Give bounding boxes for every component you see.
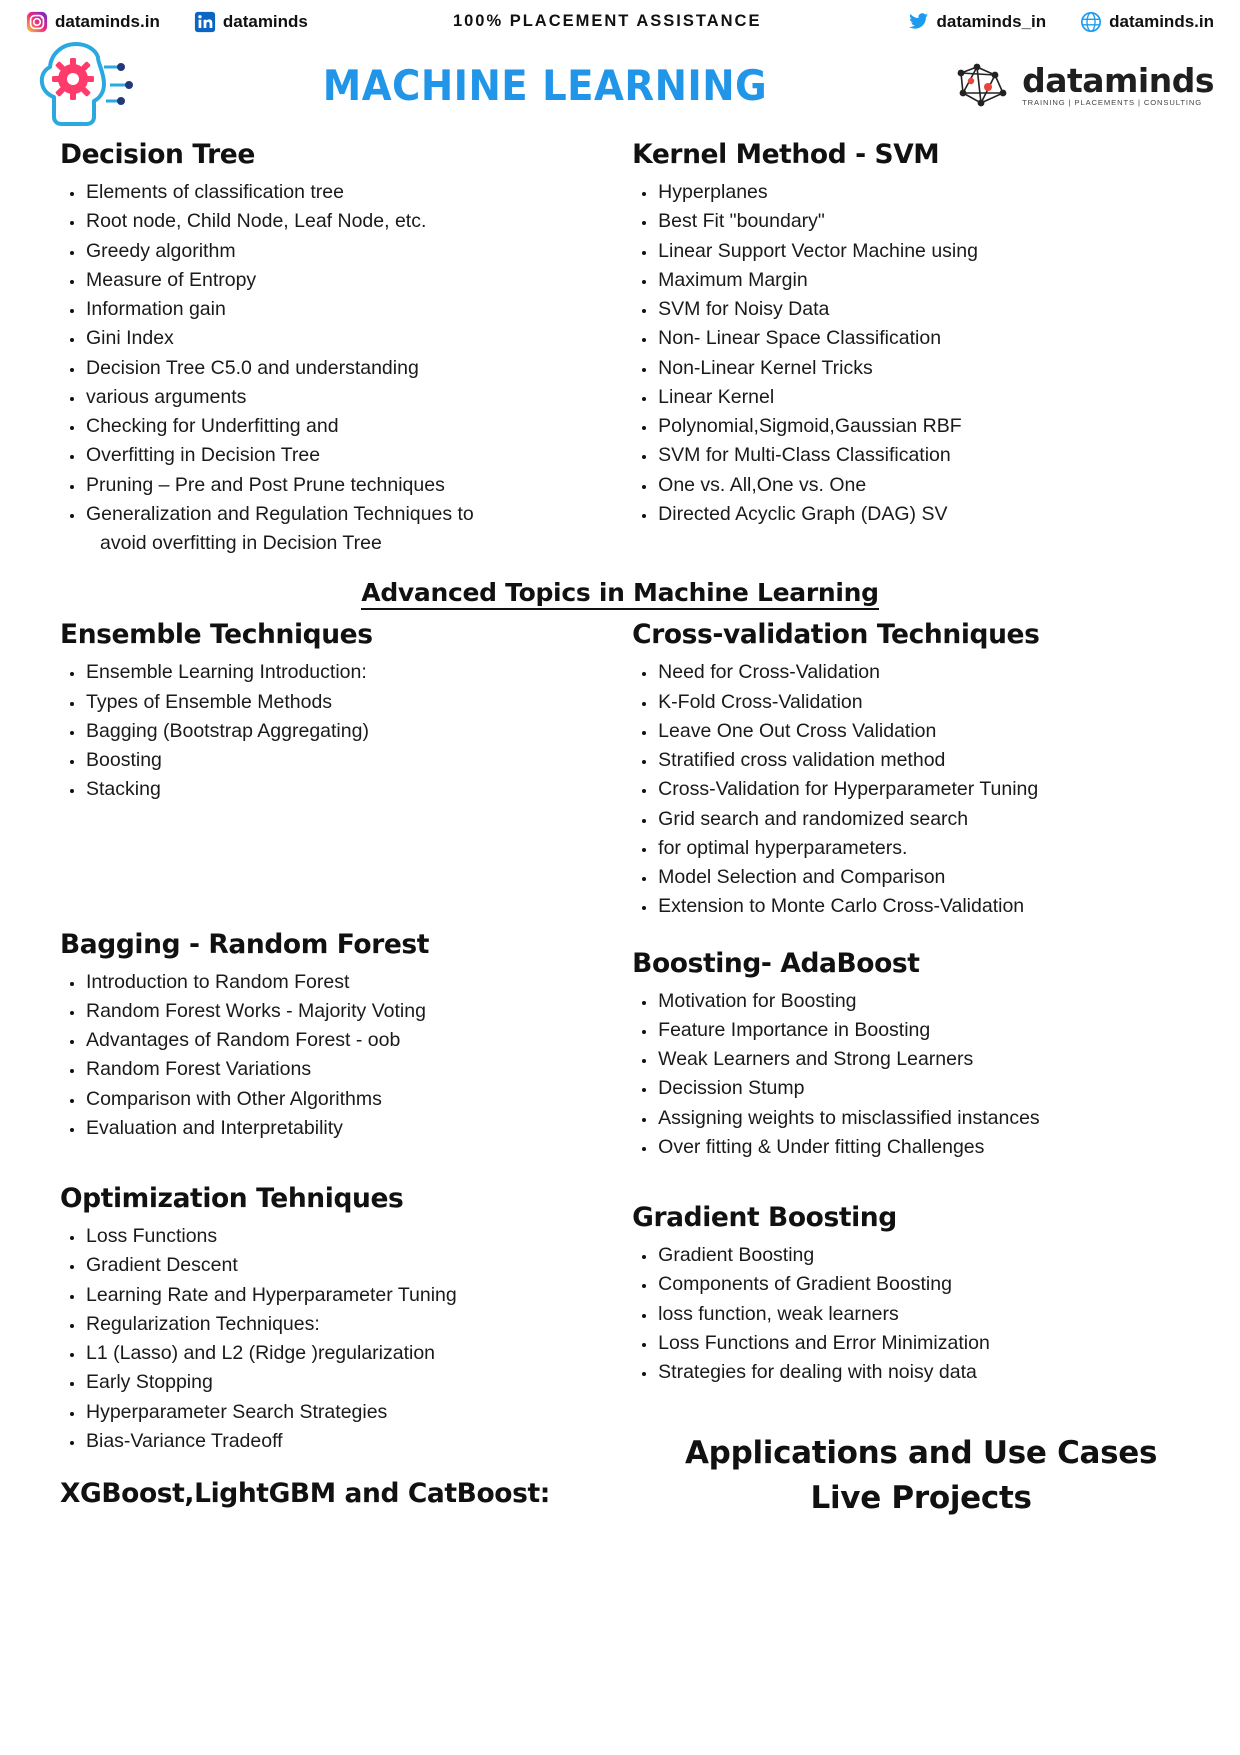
section-heading-ensemble: Ensemble Techniques <box>60 619 373 651</box>
layout-spacer <box>60 811 620 929</box>
brand-name: dataminds <box>1022 60 1214 100</box>
column-right-bottom <box>620 619 1210 1521</box>
column-left-bottom <box>30 619 620 1521</box>
list-item: loss function, weak learners <box>632 1300 1210 1329</box>
brand-tagline: TRAINING | PLACEMENTS | CONSULTING <box>1022 97 1203 107</box>
list-item: Polynomial,Sigmoid,Gaussian RBF <box>632 412 1210 441</box>
list-item: Measure of Entropy <box>60 266 620 295</box>
top-two-columns <box>30 139 1210 564</box>
list-optimization <box>60 1222 620 1456</box>
list-item: Root node, Child Node, Leaf Node, etc. <box>60 207 620 236</box>
list-item: Boosting <box>60 746 620 775</box>
section-gradient-boosting <box>632 1202 1210 1387</box>
placement-assistance-text: 100% PLACEMENT ASSISTANCE <box>452 12 762 30</box>
applications-line-1: Applications and Use Cases <box>684 1435 1158 1472</box>
list-item: Comparison with Other Algorithms <box>60 1085 620 1114</box>
list-cross-validation <box>632 658 1210 921</box>
list-item: for optimal hyperparameters. <box>632 834 1210 863</box>
list-item: Ensemble Learning Introduction: <box>60 658 620 687</box>
list-item: Hyperparameter Search Strategies <box>60 1398 620 1427</box>
section-heading-gradient-boosting: Gradient Boosting <box>632 1202 897 1233</box>
list-item: Pruning – Pre and Post Prune techniques <box>60 471 620 500</box>
twitter-handle[interactable] <box>907 10 1047 33</box>
column-right-top <box>620 139 1210 564</box>
list-item: Information gain <box>60 295 620 324</box>
page-header <box>0 37 1240 133</box>
advanced-topics-label: Advanced Topics in Machine Learning <box>361 578 878 610</box>
section-bagging <box>60 929 620 1144</box>
section-ensemble <box>60 619 620 804</box>
linkedin-handle-label: dataminds <box>222 11 308 31</box>
section-heading-boosting-adaboost: Boosting- AdaBoost <box>632 947 920 979</box>
list-item: Maximum Margin <box>632 266 1210 295</box>
list-item: Decision Tree C5.0 and understanding <box>60 354 620 383</box>
list-item: various arguments <box>60 383 620 412</box>
list-item: Introduction to Random Forest <box>60 968 620 997</box>
list-item-continuation: avoid overfitting in Decision Tree <box>100 532 382 554</box>
list-boosting-adaboost <box>632 987 1210 1163</box>
section-decision-tree <box>60 139 620 558</box>
list-item: Non-Linear Kernel Tricks <box>632 354 1210 383</box>
list-item: Early Stopping <box>60 1368 620 1397</box>
list-item: Learning Rate and Hyperparameter Tuning <box>60 1281 620 1310</box>
list-item: Random Forest Works - Majority Voting <box>60 997 620 1026</box>
list-item: Types of Ensemble Methods <box>60 688 620 717</box>
section-kernel-method <box>632 139 1210 529</box>
list-item: Stacking <box>60 775 620 804</box>
applications-line-2: Live Projects <box>810 1480 1032 1517</box>
list-item: Over fitting & Under fitting Challenges <box>632 1133 1210 1162</box>
list-item: Model Selection and Comparison <box>632 863 1210 892</box>
globe-icon <box>1080 11 1102 33</box>
section-heading-xgboost: XGBoost,LightGBM and CatBoost: <box>60 1478 550 1509</box>
linkedin-icon <box>194 11 216 33</box>
list-item: K-Fold Cross-Validation <box>632 688 1210 717</box>
list-item: Evaluation and Interpretability <box>60 1114 620 1143</box>
list-item: Decission Stump <box>632 1074 1210 1103</box>
brain-gear-logo <box>26 39 146 131</box>
list-item: SVM for Noisy Data <box>632 295 1210 324</box>
layout-spacer <box>60 1149 620 1183</box>
list-item: Greedy algorithm <box>60 237 620 266</box>
list-item: Loss Functions and Error Minimization <box>632 1329 1210 1358</box>
list-item: Linear Support Vector Machine using <box>632 237 1210 266</box>
advanced-topics-banner <box>30 578 1210 607</box>
list-item: Gradient Descent <box>60 1251 620 1280</box>
list-item: Best Fit "boundary" <box>632 207 1210 236</box>
instagram-icon <box>26 11 48 33</box>
list-item: Elements of classification tree <box>60 178 620 207</box>
list-item: Loss Functions <box>60 1222 620 1251</box>
list-item: Gradient Boosting <box>632 1241 1210 1270</box>
list-item: Gini Index <box>60 324 620 353</box>
list-item: Regularization Techniques: <box>60 1310 620 1339</box>
list-item: L1 (Lasso) and L2 (Ridge )regularization <box>60 1339 620 1368</box>
list-item: Components of Gradient Boosting <box>632 1270 1210 1299</box>
section-cross-validation <box>632 619 1210 921</box>
instagram-handle-label: dataminds.in <box>55 11 160 31</box>
list-item: Grid search and randomized search <box>632 805 1210 834</box>
website-handle-label: dataminds.in <box>1109 11 1214 31</box>
dataminds-logo <box>944 59 1214 111</box>
twitter-handle-label: dataminds_in <box>936 11 1047 31</box>
bottom-two-columns <box>30 619 1210 1521</box>
section-heading-kernel-method: Kernel Method - SVM <box>632 139 940 170</box>
list-item: Need for Cross-Validation <box>632 658 1210 687</box>
section-heading-decision-tree: Decision Tree <box>60 139 255 170</box>
list-gradient-boosting <box>632 1241 1210 1387</box>
list-item: Overfitting in Decision Tree <box>60 441 620 470</box>
instagram-handle[interactable] <box>26 11 160 33</box>
list-bagging <box>60 968 620 1144</box>
list-item: Weak Learners and Strong Learners <box>632 1045 1210 1074</box>
layout-spacer <box>632 1168 1210 1202</box>
list-item: Bagging (Bootstrap Aggregating) <box>60 717 620 746</box>
list-kernel-method <box>632 178 1210 529</box>
list-item: Bias-Variance Tradeoff <box>60 1427 620 1456</box>
list-item: Cross-Validation for Hyperparameter Tuning <box>632 775 1210 804</box>
list-item: Stratified cross validation method <box>632 746 1210 775</box>
list-item: Motivation for Boosting <box>632 987 1210 1016</box>
list-item: Advantages of Random Forest - oob <box>60 1026 620 1055</box>
list-item: Strategies for dealing with noisy data <box>632 1358 1210 1387</box>
list-ensemble <box>60 658 620 804</box>
section-heading-optimization: Optimization Tehniques <box>60 1183 404 1214</box>
section-boosting-adaboost <box>632 948 1210 1163</box>
network-nodes-icon <box>951 59 1013 111</box>
list-item: Checking for Underfitting and <box>60 412 620 441</box>
column-left-top <box>30 139 620 564</box>
applications-block <box>632 1431 1210 1521</box>
list-item: Assigning weights to misclassified instances <box>632 1104 1210 1133</box>
list-item: Hyperplanes <box>632 178 1210 207</box>
list-item: Extension to Monte Carlo Cross-Validation <box>632 892 1210 921</box>
section-optimization <box>60 1183 620 1456</box>
list-item: Directed Acyclic Graph (DAG) SV <box>632 500 1210 529</box>
syllabus-content <box>0 133 1240 1521</box>
page-title: MACHINE LEARNING <box>322 60 768 110</box>
list-item: Non- Linear Space Classification <box>632 324 1210 353</box>
list-item: Leave One Out Cross Validation <box>632 717 1210 746</box>
website-handle[interactable] <box>1080 11 1214 33</box>
twitter-icon <box>907 10 930 33</box>
list-decision-tree <box>60 178 620 558</box>
linkedin-handle[interactable] <box>194 11 308 33</box>
social-bar <box>0 0 1240 37</box>
list-item: Random Forest Variations <box>60 1055 620 1084</box>
section-heading-cross-validation: Cross-validation Techniques <box>632 619 1040 651</box>
list-item: SVM for Multi-Class Classification <box>632 441 1210 470</box>
list-item: Generalization and Regulation Techniques to <box>60 500 620 529</box>
section-heading-bagging: Bagging - Random Forest <box>60 928 430 960</box>
layout-spacer <box>632 928 1210 948</box>
list-item: Linear Kernel <box>632 383 1210 412</box>
list-item: Feature Importance in Boosting <box>632 1016 1210 1045</box>
list-item: One vs. All,One vs. One <box>632 471 1210 500</box>
